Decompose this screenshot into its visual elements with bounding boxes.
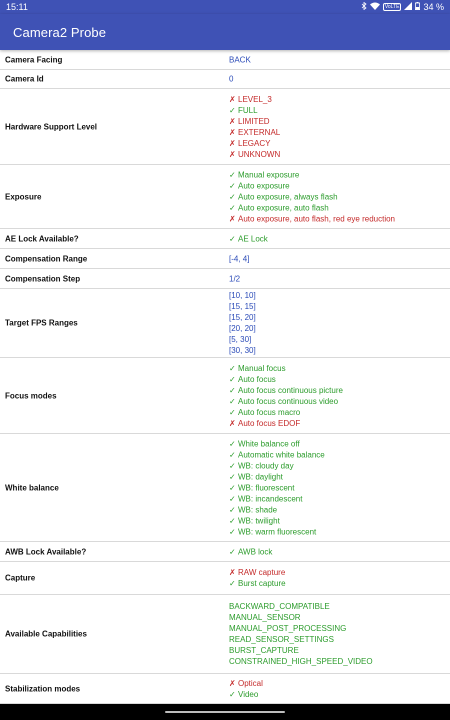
value-line — [229, 645, 444, 656]
check-icon: ✓ — [229, 105, 236, 115]
row-label: Hardware Support Level — [5, 122, 98, 131]
value-line — [229, 191, 444, 202]
value-text: MANUAL_SENSOR — [229, 613, 301, 622]
row-label: Stabilization modes — [5, 684, 81, 693]
check-icon: ✓ — [229, 407, 236, 417]
value-text: WB: cloudy day — [238, 461, 294, 470]
check-icon: ✓ — [229, 234, 236, 243]
value-text: BACK — [229, 55, 251, 64]
row-label: Camera Id — [5, 74, 44, 84]
value-text: Manual focus — [238, 363, 286, 373]
cross-icon: ✗ — [229, 116, 236, 126]
row-value — [229, 678, 444, 700]
value-text: WB: incandescent — [238, 494, 303, 503]
value-line — [229, 438, 444, 449]
value-line — [229, 449, 444, 460]
table-row — [0, 249, 450, 269]
value-line — [229, 233, 444, 244]
value-text: [20, 20] — [229, 324, 256, 333]
value-line — [229, 138, 444, 149]
value-text: Auto exposure, auto flash, red eye reduction — [238, 214, 395, 223]
value-line — [229, 273, 444, 284]
value-line — [229, 312, 444, 323]
table-row — [0, 165, 450, 229]
value-line — [229, 253, 444, 264]
table-row — [0, 269, 450, 289]
row-label: Available Capabilities — [5, 629, 87, 639]
check-icon: ✓ — [229, 483, 236, 492]
check-icon: ✓ — [229, 363, 236, 373]
value-text: [5, 30] — [229, 335, 252, 344]
table-row — [0, 229, 450, 249]
value-text: READ_SENSOR_SETTINGS — [229, 635, 334, 644]
value-text: AWB lock — [238, 547, 273, 556]
value-text: Optical — [238, 678, 263, 688]
value-line — [229, 656, 444, 667]
value-text: Burst capture — [238, 579, 286, 588]
cross-icon: ✗ — [229, 418, 236, 428]
value-text: Video — [238, 689, 259, 699]
value-text: WB: twilight — [238, 516, 280, 525]
check-icon: ✓ — [229, 385, 236, 395]
value-text: BACKWARD_COMPATIBLE — [229, 602, 330, 611]
value-line — [229, 482, 444, 493]
table-row — [0, 434, 450, 542]
check-icon: ✓ — [229, 505, 236, 514]
row-label: Camera Facing — [5, 55, 63, 64]
table-row — [0, 542, 450, 562]
value-text: [15, 20] — [229, 313, 256, 322]
check-icon: ✓ — [229, 689, 236, 699]
value-line — [229, 116, 444, 127]
value-text: WB: fluorescent — [238, 483, 295, 492]
navigation-bar — [0, 704, 450, 720]
value-line — [229, 396, 444, 407]
check-icon: ✓ — [229, 374, 236, 384]
battery-icon — [415, 2, 420, 12]
check-icon: ✓ — [229, 181, 236, 190]
value-text: Auto focus macro — [238, 407, 301, 417]
check-icon: ✓ — [229, 203, 236, 212]
check-icon: ✓ — [229, 170, 236, 179]
value-text: UNKNOWN — [238, 149, 281, 159]
value-text: EXTERNAL — [238, 127, 281, 137]
check-icon: ✓ — [229, 461, 236, 470]
value-line — [229, 612, 444, 623]
status-time: 15:11 — [6, 2, 28, 12]
row-value — [229, 567, 444, 589]
row-value — [229, 54, 444, 65]
volte-icon: VoLTE — [384, 4, 400, 10]
value-text: Auto focus — [238, 374, 276, 384]
value-line — [229, 407, 444, 418]
value-line — [229, 290, 444, 301]
check-icon: ✓ — [229, 192, 236, 201]
value-text: MANUAL_POST_PROCESSING — [229, 624, 347, 633]
cross-icon: ✗ — [229, 138, 236, 148]
row-label: Compensation Step — [5, 274, 81, 283]
value-line — [229, 578, 444, 589]
row-label: AE Lock Available? — [5, 234, 79, 243]
value-text: WB: daylight — [238, 472, 283, 481]
gesture-handle[interactable] — [165, 711, 285, 713]
app-bar — [0, 14, 450, 50]
value-line — [229, 418, 444, 429]
cross-icon: ✗ — [229, 127, 236, 137]
value-line — [229, 180, 444, 191]
value-line — [229, 634, 444, 645]
cross-icon: ✗ — [229, 678, 236, 688]
value-text: [-4, 4] — [229, 254, 250, 263]
value-text: 0 — [229, 74, 234, 84]
status-icons — [361, 2, 444, 12]
value-line — [229, 149, 444, 160]
app-title: Camera2 Probe — [13, 24, 107, 40]
value-text: RAW capture — [238, 568, 286, 577]
value-line — [229, 374, 444, 385]
value-line — [229, 334, 444, 345]
value-text: Auto exposure, always flash — [238, 192, 338, 201]
value-line — [229, 546, 444, 557]
camera-properties-table[interactable] — [0, 50, 450, 704]
check-icon: ✓ — [229, 494, 236, 503]
signal-icon — [404, 2, 412, 12]
cross-icon: ✗ — [229, 568, 236, 577]
value-text: Auto exposure, auto flash — [238, 203, 329, 212]
row-value — [229, 363, 444, 429]
value-text: Manual exposure — [238, 170, 300, 179]
row-value — [229, 169, 444, 224]
check-icon: ✓ — [229, 472, 236, 481]
row-value — [229, 601, 444, 667]
value-line — [229, 127, 444, 138]
value-text: Automatic white balance — [238, 450, 325, 459]
check-icon: ✓ — [229, 450, 236, 459]
row-label: Exposure — [5, 192, 42, 201]
value-text: [30, 30] — [229, 346, 256, 355]
value-line — [229, 105, 444, 116]
value-line — [229, 94, 444, 105]
value-line — [229, 169, 444, 180]
value-line — [229, 345, 444, 356]
row-label: Focus modes — [5, 391, 57, 400]
row-label: White balance — [5, 483, 59, 492]
status-bar — [0, 0, 450, 14]
value-line — [229, 323, 444, 334]
value-line — [229, 460, 444, 471]
value-text: FULL — [238, 105, 258, 115]
value-line — [229, 515, 444, 526]
check-icon: ✓ — [229, 516, 236, 525]
value-text: Auto focus continuous video — [238, 396, 339, 406]
value-line — [229, 601, 444, 612]
table-row — [0, 289, 450, 358]
value-text: LEGACY — [238, 138, 271, 148]
value-text: LIMITED — [238, 116, 270, 126]
value-text: WB: warm fluorescent — [238, 527, 317, 536]
value-line — [229, 504, 444, 515]
check-icon: ✓ — [229, 527, 236, 536]
value-line — [229, 54, 444, 65]
table-row — [0, 595, 450, 674]
value-line — [229, 526, 444, 537]
value-line — [229, 689, 444, 700]
table-row — [0, 70, 450, 89]
row-value — [229, 233, 444, 244]
value-text: CONSTRAINED_HIGH_SPEED_VIDEO — [229, 657, 373, 666]
table-row — [0, 674, 450, 704]
table-row — [0, 562, 450, 595]
value-line — [229, 567, 444, 578]
table-row — [0, 50, 450, 70]
value-text: AE Lock — [238, 234, 268, 243]
value-line — [229, 471, 444, 482]
row-label: Target FPS Ranges — [5, 318, 78, 328]
check-icon: ✓ — [229, 579, 236, 588]
value-line — [229, 74, 444, 85]
check-icon: ✓ — [229, 439, 236, 448]
check-icon: ✓ — [229, 396, 236, 406]
value-text: Auto focus continuous picture — [238, 385, 343, 395]
row-value — [229, 74, 444, 85]
bluetooth-icon — [361, 2, 367, 12]
value-line — [229, 385, 444, 396]
wifi-icon — [370, 2, 380, 12]
value-text: 1/2 — [229, 274, 241, 283]
battery-level: 34 % — [423, 2, 444, 12]
cross-icon: ✗ — [229, 149, 236, 159]
table-row — [0, 89, 450, 165]
value-text: LEVEL_3 — [238, 94, 272, 104]
value-line — [229, 493, 444, 504]
value-text: Auto exposure — [238, 181, 290, 190]
value-line — [229, 213, 444, 224]
value-line — [229, 363, 444, 374]
row-value — [229, 546, 444, 557]
row-label: Compensation Range — [5, 254, 88, 263]
cross-icon: ✗ — [229, 94, 236, 104]
row-value — [229, 290, 444, 356]
value-line — [229, 301, 444, 312]
row-value — [229, 94, 444, 160]
value-text: BURST_CAPTURE — [229, 646, 299, 655]
value-text: [15, 15] — [229, 302, 256, 311]
row-label: AWB Lock Available? — [5, 547, 87, 556]
row-value — [229, 273, 444, 284]
value-text: Auto focus EDOF — [238, 418, 301, 428]
value-line — [229, 623, 444, 634]
row-label: Capture — [5, 573, 36, 583]
row-value — [229, 253, 444, 264]
table-row — [0, 358, 450, 434]
value-text: WB: shade — [238, 505, 278, 514]
value-line — [229, 202, 444, 213]
value-text: [10, 10] — [229, 291, 256, 300]
cross-icon: ✗ — [229, 214, 236, 223]
row-value — [229, 438, 444, 537]
value-text: White balance off — [238, 439, 300, 448]
value-line — [229, 678, 444, 689]
check-icon: ✓ — [229, 547, 236, 556]
